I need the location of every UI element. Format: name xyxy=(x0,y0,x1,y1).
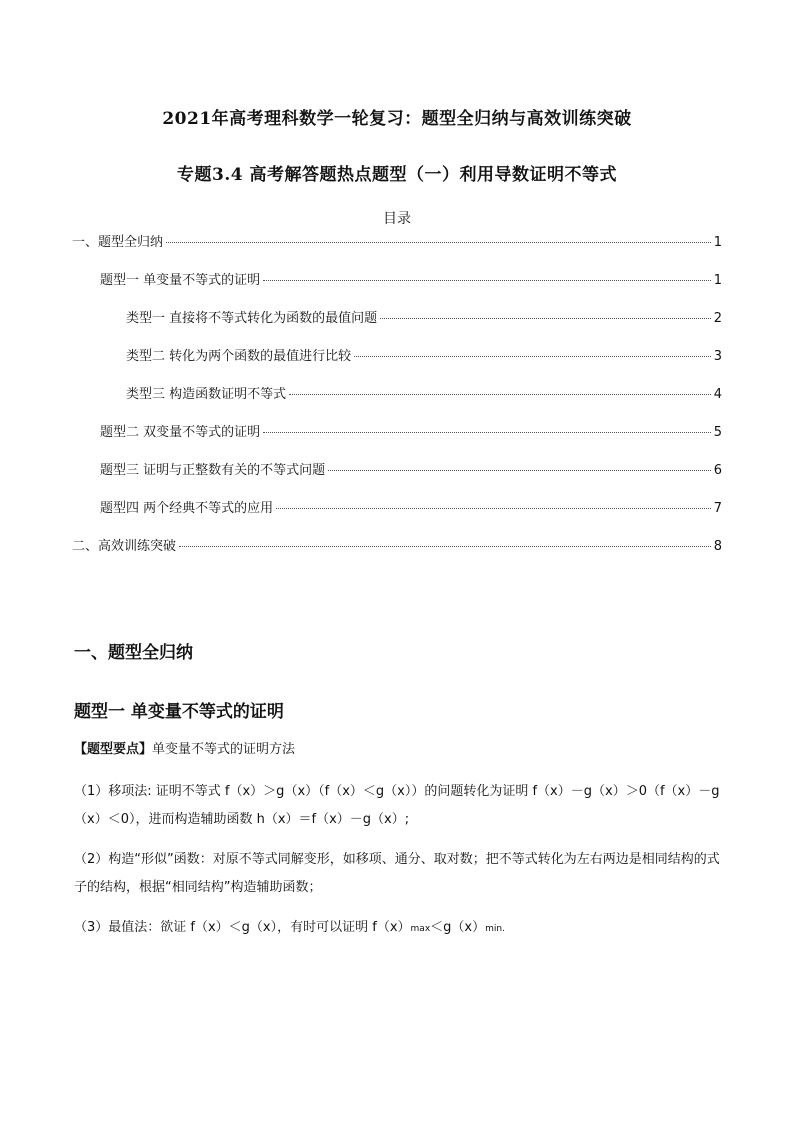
toc-entry-label: 二、高效训练突破 xyxy=(72,539,177,554)
toc-entry-label: 题型三 证明与正整数有关的不等式问题 xyxy=(100,463,326,478)
toc-entry-kind-three[interactable] xyxy=(126,383,722,401)
toc-page-number: 7 xyxy=(713,501,722,516)
toc-entry-kind-two[interactable] xyxy=(126,345,722,363)
toc-leader-dots xyxy=(263,280,711,281)
method-item-3-mid: ＜g（x） xyxy=(430,920,486,935)
toc-entry-type-two[interactable] xyxy=(100,421,722,439)
toc-entry-label: 题型一 单变量不等式的证明 xyxy=(100,273,261,288)
toc-entry-label: 类型一 直接将不等式转化为函数的最值问题 xyxy=(126,311,378,326)
toc-page-number: 3 xyxy=(713,349,722,364)
toc-entry-kind-one[interactable] xyxy=(126,307,722,325)
subsection-heading: 题型一 单变量不等式的证明 xyxy=(74,702,284,722)
toc-page-number: 5 xyxy=(713,425,722,440)
toc-page-number: 2 xyxy=(713,311,722,326)
document-title: 2021年高考理科数学一轮复习：题型全归纳与高效训练突破 xyxy=(162,109,632,129)
toc-entry-type-one[interactable] xyxy=(100,269,722,287)
toc-entry-type-three[interactable] xyxy=(100,459,722,477)
toc-leader-dots xyxy=(179,546,711,547)
toc-entry-section-one[interactable] xyxy=(72,231,722,249)
toc-entry-type-four[interactable] xyxy=(100,497,722,515)
key-points-label: 【题型要点】 xyxy=(74,742,153,757)
toc-heading: 目录 xyxy=(383,211,411,227)
toc-leader-dots xyxy=(276,508,711,509)
toc-page-number: 4 xyxy=(713,387,722,402)
toc-entry-label: 一、题型全归纳 xyxy=(72,235,164,250)
toc-leader-dots xyxy=(328,470,711,471)
key-points-line xyxy=(74,736,724,764)
section-heading: 一、题型全归纳 xyxy=(74,643,193,663)
toc-page-number: 1 xyxy=(713,235,722,250)
document-subtitle: 专题3.4 高考解答题热点题型（一）利用导数证明不等式 xyxy=(177,165,617,185)
toc-leader-dots xyxy=(166,242,711,243)
method-item-3-text: （3）最值法：欲证 f（x）＜g（x），有时可以证明 f（x） xyxy=(74,920,411,935)
key-points-text: 单变量不等式的证明方法 xyxy=(152,742,296,757)
toc-leader-dots xyxy=(263,432,711,433)
toc-entry-section-two[interactable] xyxy=(72,535,722,553)
method-item-1: （1）移项法: 证明不等式 f（x）＞g（x）（f（x）＜g（x））的问题转化为证明 f（x）－g（x）＞0（f（x）－g（x）＜0），进而构造辅助函数 h（x）＝f（x）－g（x）; xyxy=(74,784,720,827)
toc-entry-label: 题型四 两个经典不等式的应用 xyxy=(100,501,274,516)
toc-page-number: 8 xyxy=(713,539,722,554)
max-subscript: max xyxy=(410,924,431,934)
toc-leader-dots xyxy=(380,318,711,319)
toc-entry-label: 类型三 构造函数证明不等式 xyxy=(126,387,287,402)
toc-leader-dots xyxy=(354,356,711,357)
min-subscript: min. xyxy=(485,924,505,934)
toc-entry-label: 类型二 转化为两个函数的最值进行比较 xyxy=(126,349,352,364)
method-item-3 xyxy=(74,914,724,943)
toc-entry-label: 题型二 双变量不等式的证明 xyxy=(100,425,261,440)
toc-leader-dots xyxy=(289,394,711,395)
toc-page-number: 6 xyxy=(713,463,722,478)
method-item-2: （2）构造“形似”函数：对原不等式同解变形，如移项、通分、取对数；把不等式转化为左右两边是相同结构的式子的结构，根据“相同结构”构造辅助函数； xyxy=(74,852,720,895)
toc-page-number: 1 xyxy=(713,273,722,288)
